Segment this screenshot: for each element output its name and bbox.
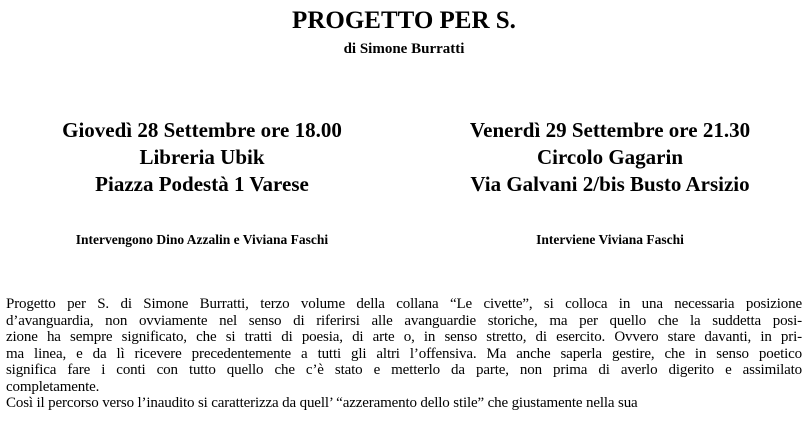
event-venue: Libreria Ubik	[139, 145, 265, 169]
text-line: significa fare i conti con tutto quello che c’è stato e metterlo da parte, non prima di averlo digerito e assimilato	[6, 362, 802, 378]
event-date-time: Giovedì 28 Settembre ore 18.00	[62, 118, 342, 142]
event-ubik	[12, 117, 392, 198]
event-gagarin	[420, 117, 800, 198]
text-line: Progetto per S. di Simone Burratti, terzo volume della collana “Le civette”, si colloca in una necessaria posizione	[6, 296, 802, 312]
event-guests: Intervengono Dino Azzalin e Viviana Faschi	[75, 232, 329, 247]
event-guests: Interviene Viviana Faschi	[536, 232, 684, 247]
event-address: Piazza Podestà 1 Varese	[95, 172, 309, 196]
author-subtitle: di Simone Burratti	[343, 41, 465, 57]
description-text	[6, 296, 802, 412]
event-address: Via Galvani 2/bis Busto Arsizio	[470, 172, 750, 196]
paragraph	[6, 395, 802, 412]
paragraph	[6, 296, 802, 395]
event-date-time: Venerdì 29 Settembre ore 21.30	[469, 118, 751, 142]
text-line: completamente.	[6, 378, 100, 395]
event-venue: Circolo Gagarin	[536, 145, 683, 169]
text-line: ma linea, e da lì ricevere precedentemente a tutti gli altri l’offensiva. Ma anche saperla gestire, che in senso poetico	[6, 345, 802, 362]
text-line: d’avanguardia, non ovviamente nel senso di riferirsi alle avanguardie storiche, ma per quello che la suddetta posi-	[6, 312, 802, 329]
page-title: PROGETTO PER S.	[292, 7, 516, 34]
text-line: Così il percorso verso l’inaudito si caratterizza da quell’ “azzeramento dello stile” che giustamente nella sua	[6, 395, 638, 411]
text-line: zione ha sempre significato, che si tratti di poesia, di arte o, in senso stretto, di esercito. Ovvero stare davanti, in pri-	[6, 329, 802, 345]
